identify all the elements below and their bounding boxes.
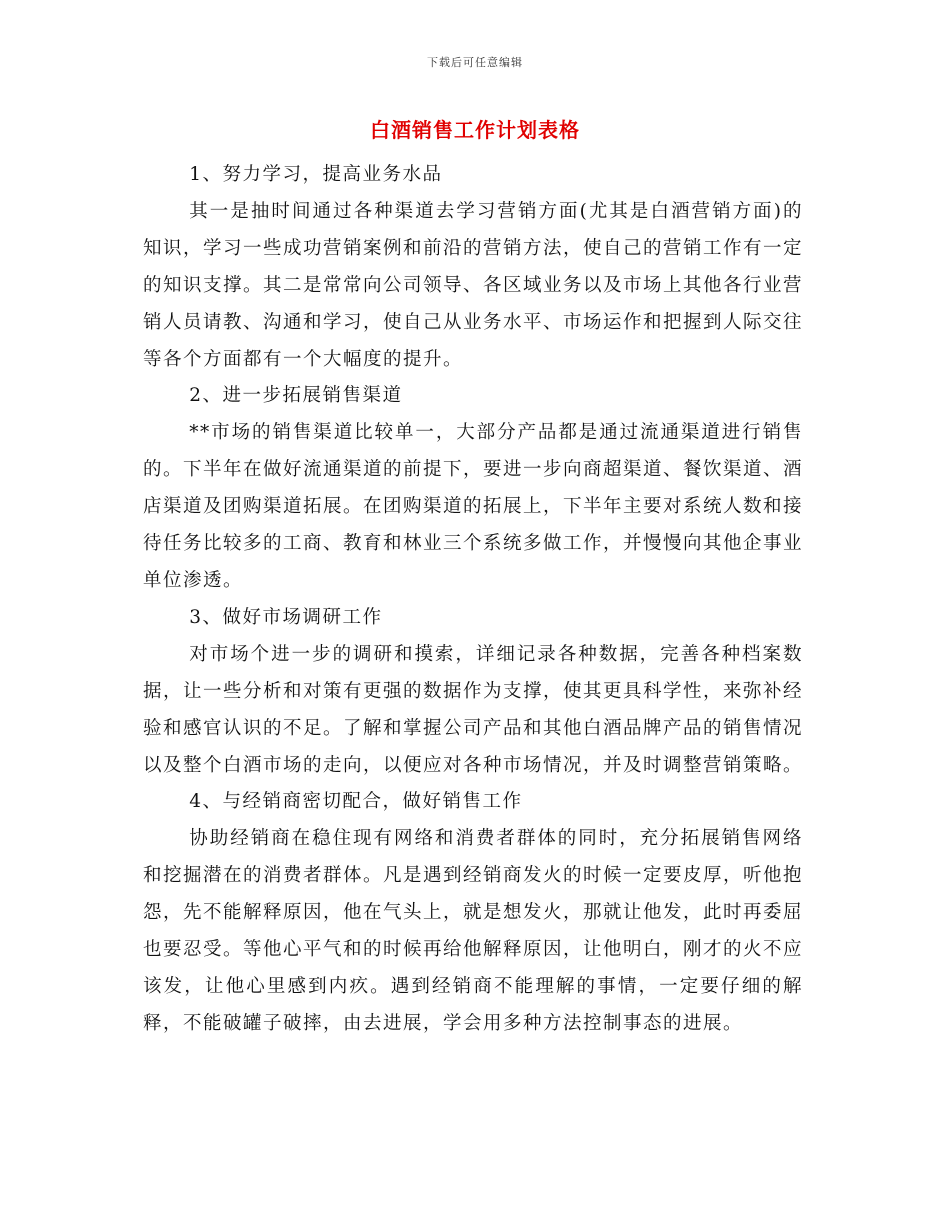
document-title: 白酒销售工作计划表格 bbox=[370, 118, 580, 142]
document-body bbox=[143, 157, 803, 1043]
section-paragraph-3: 对市场个进一步的调研和摸索，详细记录各种数据，完善各种档案数据，让一些分析和对策有更强的数据作为支撑，使其更具科学性，来弥补经验和感官认识的不足。了解和掌握公司产品和其他白酒品牌产品的销售情况以及整个白酒市场的走向，以便应对各种市场情况，并及时调整营销策略。 bbox=[143, 643, 804, 776]
section-paragraph-2: **市场的销售渠道比较单一，大部分产品都是通过流通渠道进行销售的。下半年在做好流通渠道的前提下，要进一步向商超渠道、餐饮渠道、酒店渠道及团购渠道拓展。在团购渠道的拓展上，下半年主要对系统人数和接待任务比较多的工商、教育和林业三个系统多做工作，并慢慢向其他企事业单位渗透。 bbox=[143, 422, 804, 591]
section-heading-2: 2、进一步拓展销售渠道 bbox=[189, 385, 403, 407]
header-note: 下载后可任意编辑 bbox=[427, 56, 523, 69]
section-paragraph-4: 协助经销商在稳住现有网络和消费者群体的同时，充分拓展销售网络和挖掘潜在的消费者群体。凡是遇到经销商发火的时候一定要皮厚，听他抱怨，先不能解释原因，他在气头上，就是想发火，那就让他发，此时再委屈也要忍受。等他心平气和的时候再给他解释原因，让他明白，刚才的火不应该发，让他心里感到内疚。遇到经销商不能理解的事情，一定要仔细的解释，不能破罐子破摔，由去进展，学会用多种方法控制事态的进展。 bbox=[143, 828, 804, 1034]
section-heading-3: 3、做好市场调研工作 bbox=[189, 606, 383, 628]
section-heading-1: 1、努力学习，提高业务水品 bbox=[189, 164, 443, 185]
section-heading-4: 4、与经销商密切配合，做好销售工作 bbox=[189, 791, 523, 813]
section-paragraph-1: 其一是抽时间通过各种渠道去学习营销方面(尤其是白酒营销方面)的知识，学习一些成功营销案例和前沿的营销方法，使自己的营销工作有一定的知识支撑。其二是常常向公司领导、各区域业务以及市场上其他各行业营销人员请教、沟通和学习，使自己从业务水平、市场运作和把握到人际交往等各个方面都有一个大幅度的提升。 bbox=[143, 200, 804, 370]
